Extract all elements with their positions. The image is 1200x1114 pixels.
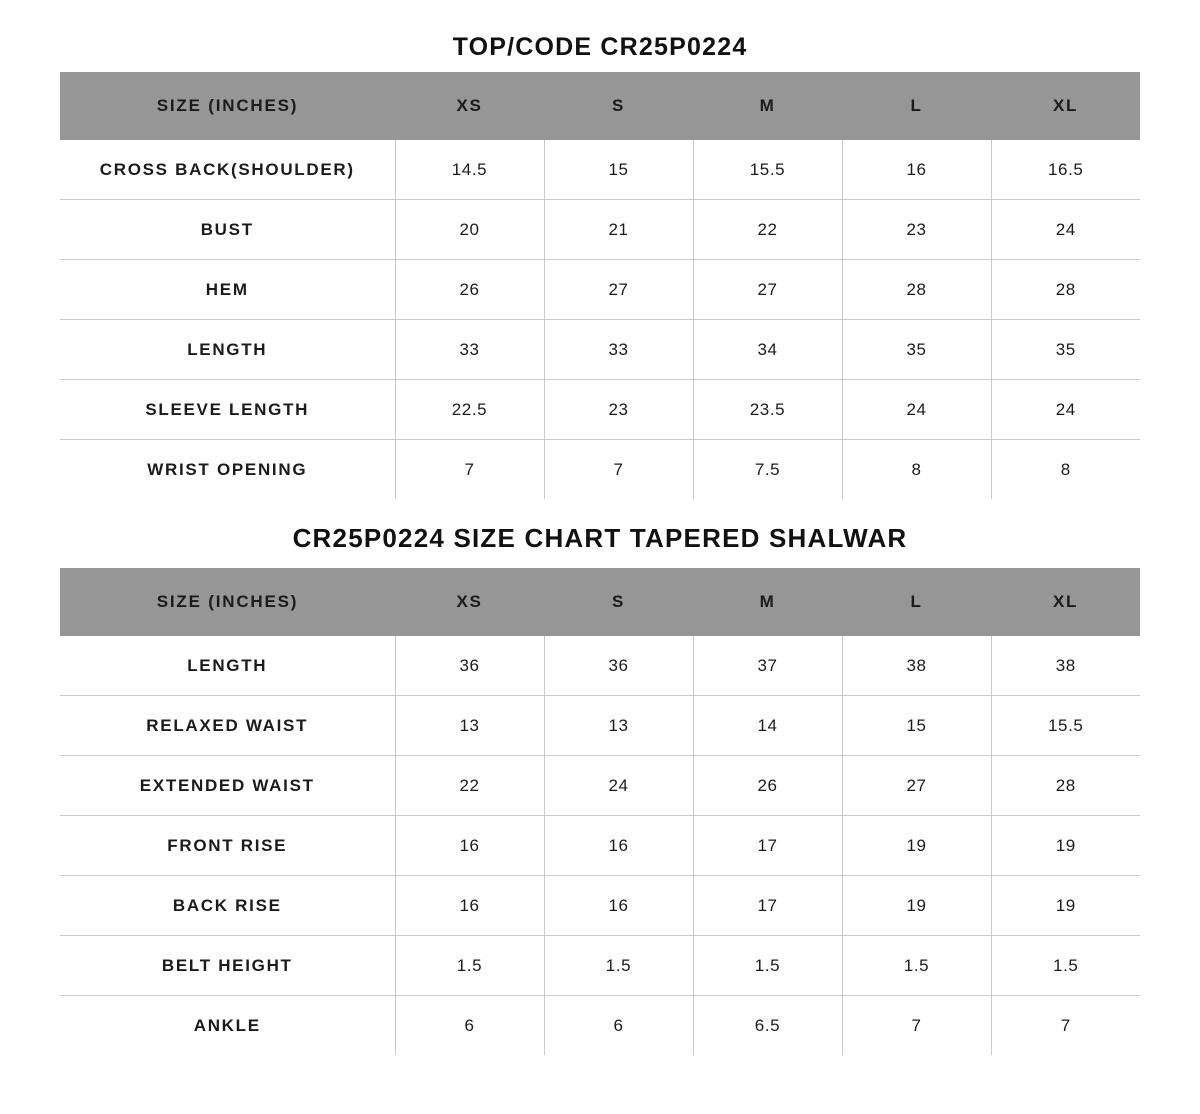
table-row (60, 440, 1140, 500)
cell-value: 36 (544, 636, 693, 696)
cell-value: 26 (395, 260, 544, 320)
table-row (60, 996, 1140, 1056)
cell-value: 14.5 (395, 140, 544, 200)
table-header-row (60, 568, 1140, 636)
cell-value: 16 (842, 140, 991, 200)
cell-value: 33 (395, 320, 544, 380)
cell-value: 23 (842, 200, 991, 260)
column-header-size: SIZE (INCHES) (60, 568, 395, 636)
cell-value: 27 (693, 260, 842, 320)
cell-value: 16 (544, 876, 693, 936)
shalwar-size-table (60, 568, 1140, 1055)
cell-value: 19 (991, 876, 1140, 936)
cell-value: 14 (693, 696, 842, 756)
row-label: RELAXED WAIST (60, 696, 395, 756)
table-row (60, 936, 1140, 996)
cell-value: 6 (395, 996, 544, 1056)
cell-value: 22 (395, 756, 544, 816)
cell-value: 1.5 (842, 936, 991, 996)
cell-value: 37 (693, 636, 842, 696)
cell-value: 24 (991, 380, 1140, 440)
top-size-table (60, 72, 1140, 499)
table-row (60, 636, 1140, 696)
cell-value: 6 (544, 996, 693, 1056)
cell-value: 7 (842, 996, 991, 1056)
cell-value: 24 (991, 200, 1140, 260)
cell-value: 38 (842, 636, 991, 696)
column-header-m: M (693, 568, 842, 636)
table-row (60, 816, 1140, 876)
cell-value: 6.5 (693, 996, 842, 1056)
cell-value: 16 (395, 816, 544, 876)
cell-value: 22 (693, 200, 842, 260)
cell-value: 38 (991, 636, 1140, 696)
column-header-xl: XL (991, 568, 1140, 636)
table-row (60, 756, 1140, 816)
cell-value: 7 (544, 440, 693, 500)
column-header-xs: XS (395, 72, 544, 140)
cell-value: 8 (842, 440, 991, 500)
cell-value: 7 (395, 440, 544, 500)
cell-value: 19 (991, 816, 1140, 876)
top-table-body (60, 140, 1140, 499)
table-row (60, 696, 1140, 756)
row-label: BELT HEIGHT (60, 936, 395, 996)
shalwar-size-chart-title: CR25P0224 SIZE CHART TAPERED SHALWAR (292, 523, 908, 553)
row-label: ANKLE (60, 996, 395, 1056)
cell-value: 20 (395, 200, 544, 260)
cell-value: 22.5 (395, 380, 544, 440)
cell-value: 1.5 (991, 936, 1140, 996)
cell-value: 19 (842, 876, 991, 936)
cell-value: 27 (544, 260, 693, 320)
row-label: FRONT RISE (60, 816, 395, 876)
row-label: LENGTH (60, 320, 395, 380)
cell-value: 16 (544, 816, 693, 876)
row-label: WRIST OPENING (60, 440, 395, 500)
shalwar-table-body (60, 636, 1140, 1055)
cell-value: 34 (693, 320, 842, 380)
cell-value: 1.5 (693, 936, 842, 996)
top-table-header (60, 72, 1140, 140)
cell-value: 15 (544, 140, 693, 200)
table-row (60, 380, 1140, 440)
cell-value: 35 (991, 320, 1140, 380)
cell-value: 1.5 (395, 936, 544, 996)
column-header-s: S (544, 72, 693, 140)
cell-value: 33 (544, 320, 693, 380)
row-label: BACK RISE (60, 876, 395, 936)
cell-value: 16 (395, 876, 544, 936)
row-label: BUST (60, 200, 395, 260)
row-label: HEM (60, 260, 395, 320)
table-row (60, 200, 1140, 260)
cell-value: 15.5 (693, 140, 842, 200)
column-header-xs: XS (395, 568, 544, 636)
cell-value: 7 (1060, 1015, 1071, 1035)
column-header-m: M (693, 72, 842, 140)
table-row (60, 876, 1140, 936)
cell-value: 24 (842, 380, 991, 440)
row-label: CROSS BACK(SHOULDER) (60, 140, 395, 200)
column-header-l: L (842, 72, 991, 140)
table-row (60, 140, 1140, 200)
cell-value: 26 (693, 756, 842, 816)
cell-value: 24 (544, 756, 693, 816)
column-header-size: SIZE (INCHES) (60, 72, 395, 140)
cell-value: 27 (842, 756, 991, 816)
top-size-chart-title: TOP/CODE CR25P0224 (452, 33, 748, 61)
row-label: LENGTH (60, 636, 395, 696)
cell-value: 17 (693, 876, 842, 936)
cell-value: 7.5 (693, 440, 842, 500)
cell-value: 19 (842, 816, 991, 876)
row-label: SLEEVE LENGTH (60, 380, 395, 440)
cell-value: 15 (842, 696, 991, 756)
cell-value: 17 (693, 816, 842, 876)
cell-value: 36 (395, 636, 544, 696)
cell-value: 16.5 (991, 140, 1140, 200)
cell-value: 21 (544, 200, 693, 260)
column-header-l: L (842, 568, 991, 636)
column-header-s: S (544, 568, 693, 636)
cell-value: 1.5 (544, 936, 693, 996)
cell-value: 35 (842, 320, 991, 380)
cell-value: 13 (544, 696, 693, 756)
table-row (60, 260, 1140, 320)
cell-value: 23.5 (693, 380, 842, 440)
cell-value: 28 (842, 260, 991, 320)
table-header-row (60, 72, 1140, 140)
row-label: EXTENDED WAIST (60, 756, 395, 816)
cell-value: 23 (544, 380, 693, 440)
table-row (60, 320, 1140, 380)
cell-value: 13 (395, 696, 544, 756)
column-header-xl: XL (991, 72, 1140, 140)
cell-value: 15.5 (991, 696, 1140, 756)
cell-value: 28 (991, 756, 1140, 816)
shalwar-table-header (60, 568, 1140, 636)
cell-value: 28 (991, 260, 1140, 320)
cell-value: 8 (1060, 459, 1071, 479)
